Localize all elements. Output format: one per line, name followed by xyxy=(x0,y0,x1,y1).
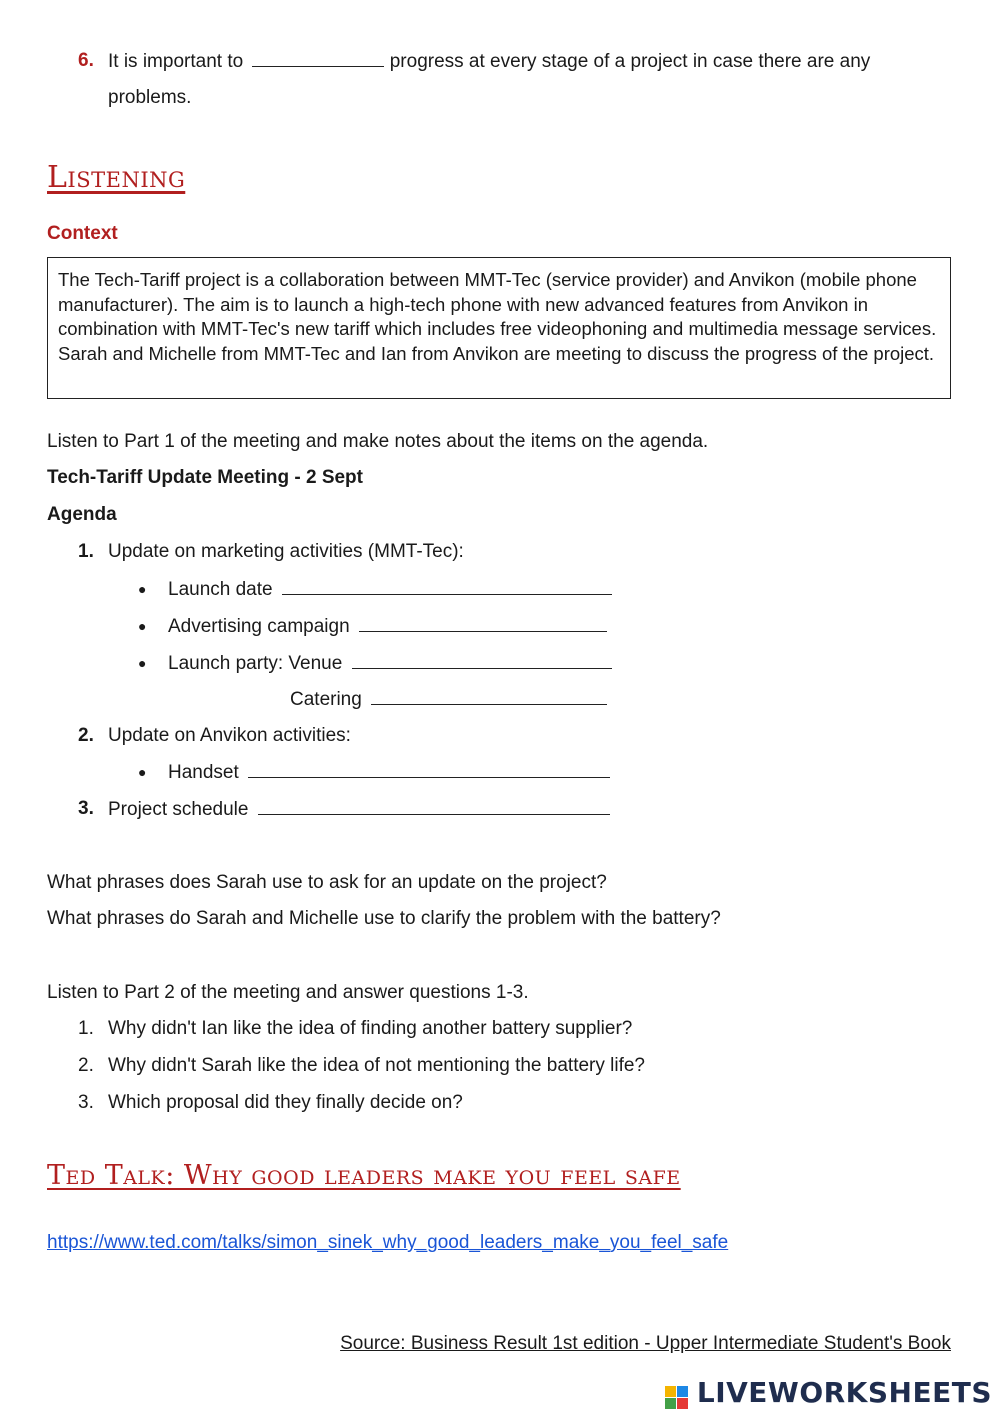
part2-question: Which proposal did they finally decide on? xyxy=(108,1092,463,1113)
part2-question: Why didn't Ian like the idea of finding another battery supplier? xyxy=(108,1018,633,1039)
context-label: Context xyxy=(47,223,118,244)
agenda-item: Update on marketing activities (MMT-Tec): xyxy=(108,541,464,562)
bullet-handset xyxy=(138,760,146,784)
previous-item-line2: problems. xyxy=(108,87,192,108)
bullet-label: Advertising campaign xyxy=(168,616,350,637)
question-update-phrases: What phrases does Sarah use to ask for an update on the project? xyxy=(47,872,607,893)
meeting-title: Tech-Tariff Update Meeting - 2 Sept xyxy=(47,467,363,488)
bullet-launch-party xyxy=(138,651,146,675)
advertising-blank[interactable] xyxy=(359,614,607,632)
part2-question: Why didn't Sarah like the idea of not mentioning the battery life? xyxy=(108,1055,646,1076)
ted-link-row xyxy=(47,1231,728,1256)
bullet-launch-date xyxy=(138,577,146,601)
previous-item-line1 xyxy=(108,49,870,74)
bullet-advertising xyxy=(138,614,146,638)
agenda-number: 1. xyxy=(78,541,94,562)
bullet-label: Launch date xyxy=(168,579,273,600)
agenda-number: 2. xyxy=(78,725,94,746)
bullet-dot: ● xyxy=(138,655,147,671)
venue-blank[interactable] xyxy=(352,651,612,669)
context-box xyxy=(47,257,951,399)
listening-heading: Listening xyxy=(47,160,186,195)
part2-number: 3. xyxy=(78,1092,94,1113)
source-row xyxy=(340,1332,951,1357)
agenda-number: 3. xyxy=(78,798,94,819)
source-citation: Source: Business Result 1st edition - Upper Intermediate Student's Book xyxy=(340,1333,951,1354)
item-text-after: progress at every stage of a project in case there are any xyxy=(389,51,871,72)
bullet-label: Launch party: Venue xyxy=(168,653,343,674)
item-text-before: It is important to xyxy=(108,51,244,72)
catering-label: Catering xyxy=(290,689,362,710)
question-clarify-phrases: What phrases do Sarah and Michelle use to clarify the problem with the battery? xyxy=(47,908,721,929)
answer-blank[interactable] xyxy=(252,49,384,67)
ted-heading: Ted Talk: Why good leaders make you feel safe xyxy=(47,1160,681,1191)
part2-number: 2. xyxy=(78,1055,94,1076)
schedule-blank[interactable] xyxy=(258,797,610,815)
bullet-dot: ● xyxy=(138,618,147,634)
bullet-label: Handset xyxy=(168,762,239,783)
ted-link[interactable]: https://www.ted.com/talks/simon_sinek_why_good_leaders_make_you_feel_safe xyxy=(47,1232,729,1253)
agenda-item: Update on Anvikon activities: xyxy=(108,725,351,746)
logo-text: LIVEWORKSHEETS xyxy=(696,1376,992,1409)
launch-date-blank[interactable] xyxy=(282,577,612,595)
venue-row xyxy=(168,651,612,676)
liveworksheets-logo[interactable] xyxy=(665,1376,992,1415)
catering-blank[interactable] xyxy=(371,687,607,705)
previous-item-6 xyxy=(78,49,94,73)
context-text: The Tech-Tariff project is a collaboration between MMT-Tec (service provider) and Anvikon (mobile phone manufacturer). The aim is to launch a high-tech phone with new advanced features from Anvikon in combination with MMT-Tec's new tariff which includes free videophoning and multimedia message services. Sarah and Michelle from MMT-Tec and Ian from Anvikon are meeting to discuss the progress of the project. xyxy=(58,269,937,364)
handset-row xyxy=(168,760,610,785)
liveworksheets-logo-mark xyxy=(665,1386,689,1410)
instruction-part2: Listen to Part 2 of the meeting and answer questions 1-3. xyxy=(47,982,529,1003)
part2-number: 1. xyxy=(78,1018,94,1039)
item-number: 6. xyxy=(78,50,94,71)
agenda-item: Project schedule xyxy=(108,799,249,820)
bullet-dot: ● xyxy=(138,764,147,780)
advertising-row xyxy=(168,614,607,639)
bullet-dot: ● xyxy=(138,581,147,597)
instruction-part1: Listen to Part 1 of the meeting and make notes about the items on the agenda. xyxy=(47,431,709,452)
agenda-label: Agenda xyxy=(47,504,117,525)
schedule-row xyxy=(108,797,610,822)
catering-row xyxy=(290,687,607,712)
launch-date-row xyxy=(168,577,612,602)
handset-blank[interactable] xyxy=(248,760,610,778)
